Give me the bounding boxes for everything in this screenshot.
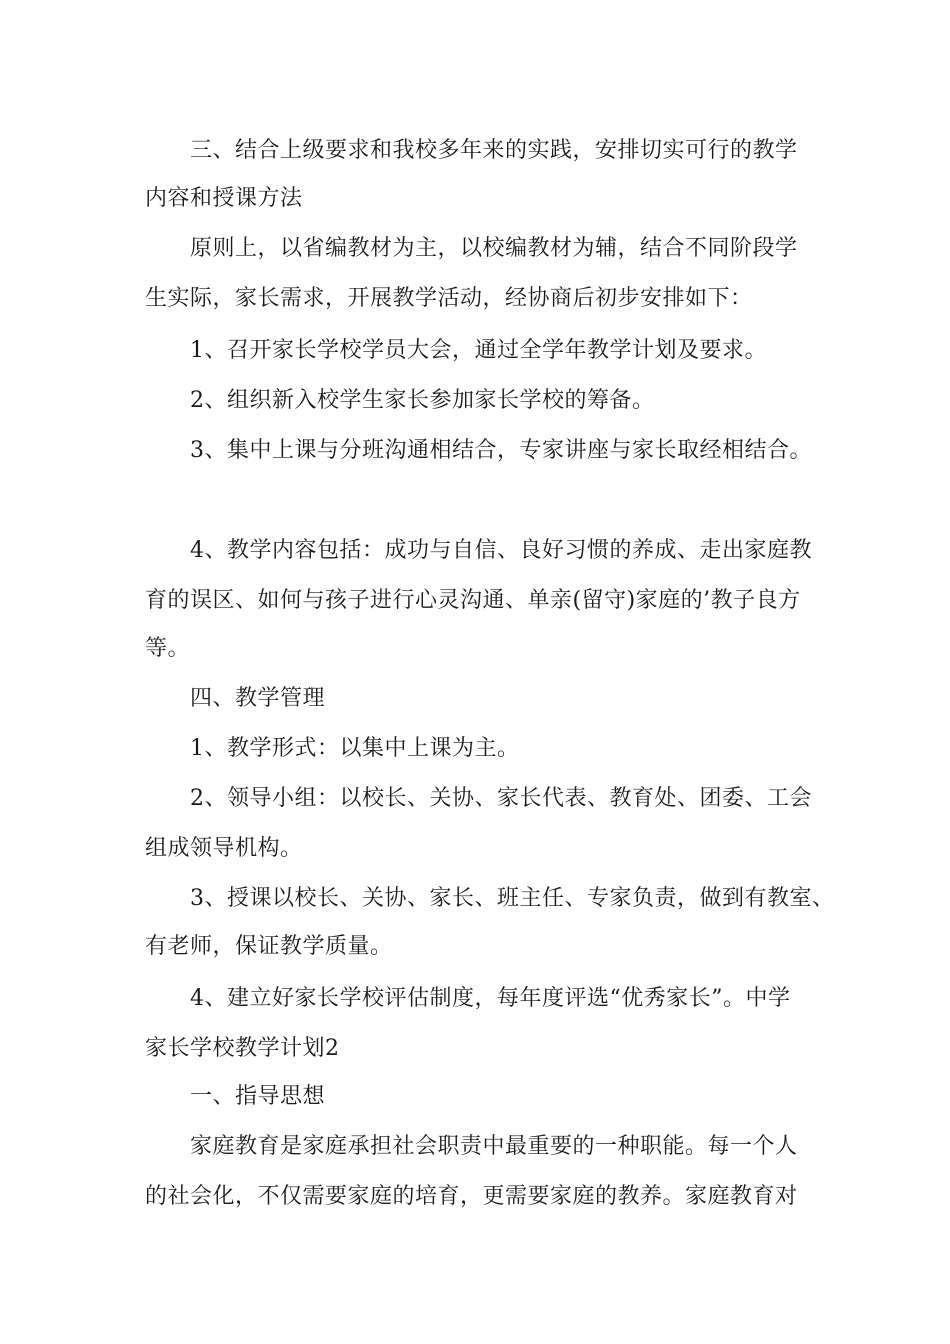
principle-paragraph-cont: 生实际，家长需求，开展教学活动，经协商后初步安排如下： (145, 286, 753, 311)
plan-2-title: 家长学校教学计划2 (145, 1036, 340, 1061)
list-item-1: 1、召开家长学校学员大会，通过全学年教学计划及要求。 (190, 338, 767, 363)
list-item-2: 2、组织新入校学生家长参加家长学校的筹备。 (190, 388, 655, 413)
management-item-3-cont: 有老师，保证教学质量。 (145, 934, 393, 959)
list-item-4-cont: 育的误区、如何与孩子进行心灵沟通、单亲(留守)家庭的’教子良方 (145, 588, 801, 613)
management-item-4: 4、建立好家长学校评估制度，每年度评选“优秀家长”。中学 (190, 986, 791, 1011)
section-three-heading-cont: 内容和授课方法 (145, 186, 303, 211)
family-education-paragraph: 家庭教育是家庭承担社会职责中最重要的一种职能。每一个人 (190, 1134, 798, 1159)
management-item-2: 2、领导小组：以校长、关协、家长代表、教育处、团委、工会 (190, 786, 812, 811)
list-item-4-end: 等。 (145, 636, 191, 661)
list-item-3: 3、集中上课与分班沟通相结合，专家讲座与家长取经相结合。 (190, 438, 812, 463)
section-three-heading: 三、结合上级要求和我校多年来的实践，安排切实可行的教学 (190, 138, 798, 163)
management-item-2-cont: 组成领导机构。 (145, 836, 303, 861)
management-item-1: 1、教学形式：以集中上课为主。 (190, 736, 520, 761)
management-item-3: 3、授课以校长、关协、家长、班主任、专家负责，做到有教室、 (190, 886, 835, 911)
family-education-paragraph-cont: 的社会化，不仅需要家庭的培育，更需要家庭的教养。家庭教育对 (145, 1184, 798, 1209)
guiding-thought-heading: 一、指导思想 (190, 1084, 326, 1109)
section-four-heading: 四、教学管理 (190, 686, 326, 711)
list-item-4: 4、教学内容包括：成功与自信、良好习惯的养成、走出家庭教 (190, 538, 812, 563)
principle-paragraph: 原则上，以省编教材为主，以校编教材为辅，结合不同阶段学 (190, 236, 798, 261)
